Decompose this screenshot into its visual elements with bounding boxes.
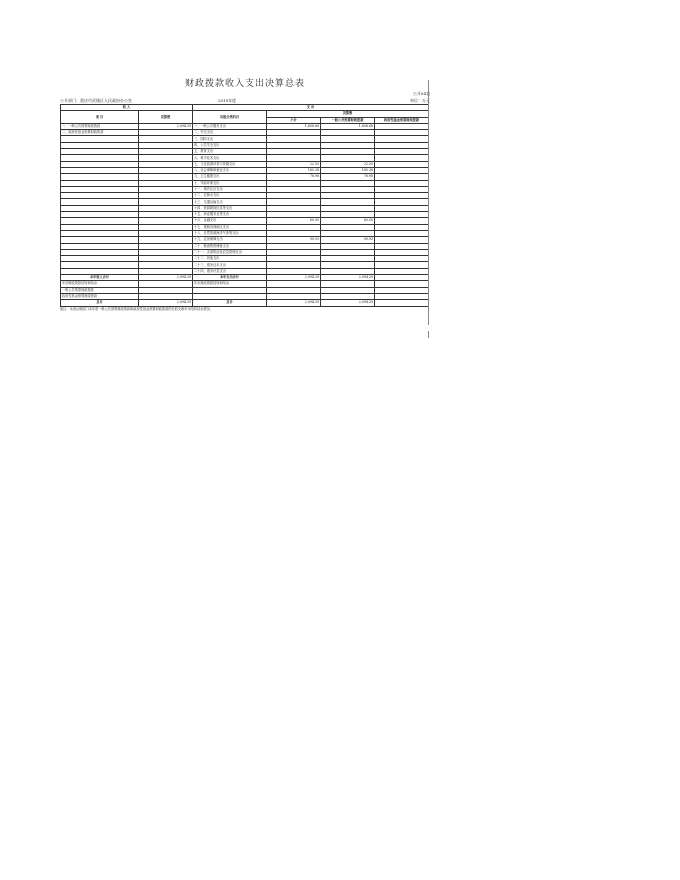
general-cell: 22.50 — [321, 161, 375, 167]
expense-item-cell: 一、一般公共服务支出 — [193, 123, 267, 129]
expense-item-cell: 十五、商业服务业等支出 — [193, 212, 267, 218]
general-cell: 1,608.68 — [321, 123, 375, 129]
expense-item-cell: 四、公共安全支出 — [193, 142, 267, 148]
grand-general: 2,094.39 — [321, 300, 375, 306]
grand-subtotal: 2,094.39 — [267, 300, 321, 306]
column-guide-line — [428, 80, 429, 325]
grand-income-label: 总计 — [61, 300, 139, 306]
fund-header: 政府性基金预算财政拨款 — [375, 117, 429, 123]
expense-item-cell: 二十三、债务还本支出 — [193, 262, 267, 268]
grand-income-value: 2,094.39 — [139, 300, 193, 306]
expense-item-cell: 十二、农林水支出 — [193, 193, 267, 199]
subtotal-cell: 185.38 — [267, 167, 321, 173]
general-cell: 78.98 — [321, 174, 375, 180]
expense-item-cell: 十七、援助其他地区支出 — [193, 224, 267, 230]
expense-item-cell: 二十、粮油物资储备支出 — [193, 243, 267, 249]
expense-item-cell: 十六、金融支出 — [193, 218, 267, 224]
currency-unit: 单位：万元 — [410, 98, 430, 103]
expense-item-cell: 十八、自然资源海洋气象等支出 — [193, 230, 267, 236]
expense-item-cell: 九、卫生健康支出 — [193, 174, 267, 180]
form-number: 公开04表 — [412, 91, 430, 96]
expense-item-cell: 五、教育支出 — [193, 149, 267, 155]
carry-income-label: 政府性基金预算财政拨款 — [61, 293, 139, 299]
general-cell: 185.38 — [321, 167, 375, 173]
expense-item-cell: 八、社会保障和就业支出 — [193, 167, 267, 173]
subtotal-cell: 78.98 — [267, 174, 321, 180]
report-title: 财政拨款收入支出决算总表 — [184, 79, 305, 89]
expense-item-cell: 六、科学技术支出 — [193, 155, 267, 161]
carry-expense-label: 年末财政拨款结转和结余 — [193, 281, 267, 287]
expense-item-cell: 十九、住房保障支出 — [193, 237, 267, 243]
carry-income-label: 年初财政拨款结转和结余 — [61, 281, 139, 287]
expense-item-cell: 七、文化旅游体育与传媒支出 — [193, 161, 267, 167]
expense-item-cell: 二、外交支出 — [193, 130, 267, 136]
expense-item-cell: 二十一、灾害防治及应急管理支出 — [193, 249, 267, 255]
income-item-cell: 一、一般公共预算财政拨款 — [61, 123, 139, 129]
expense-item-cell: 二十四、债务付息支出 — [193, 268, 267, 274]
carry-income-label: 一般公共预算财政拨款 — [61, 287, 139, 293]
expense-header: 支 出 — [193, 105, 429, 111]
item-header: 项 目 — [61, 111, 139, 124]
subtotal-cell: 22.50 — [267, 161, 321, 167]
subtotal-cell: 1,608.68 — [267, 123, 321, 129]
expense-item-cell: 二十二、其他支出 — [193, 256, 267, 262]
expense-item-cell: 十三、交通运输支出 — [193, 199, 267, 205]
report-sheet — [60, 78, 430, 312]
general-header: 一般公共预算财政拨款 — [321, 117, 375, 123]
report-meta — [60, 97, 430, 104]
func-header: 功能分类科目 — [193, 111, 267, 124]
row-guide-tick — [428, 331, 429, 338]
general-cell: 60.00 — [321, 218, 375, 224]
income-total-label: 本年收入合计 — [61, 275, 139, 281]
department-label: 公开部门：重庆市武隆区人民政府办公室 — [60, 98, 132, 103]
income-total-value: 2,094.39 — [139, 275, 193, 281]
general-cell: 90.93 — [321, 237, 375, 243]
final2-header: 决算数 — [267, 111, 429, 117]
subtotal-cell: 90.93 — [267, 237, 321, 243]
expense-item-cell: 十四、资源勘探信息等支出 — [193, 205, 267, 211]
final-header: 决算数 — [139, 111, 193, 124]
subtotal-cell: 60.00 — [267, 218, 321, 224]
subtotal-total: 2,094.39 — [267, 275, 321, 281]
expense-item-cell: 三、国防支出 — [193, 136, 267, 142]
expense-item-cell: 十一、城乡社区支出 — [193, 186, 267, 192]
grand-total-row — [61, 300, 429, 306]
footnote: 备注：本表反映部门本年度一般公共预算财政拨款和政府性基金预算财政拨款的总收支和年末结转结余情况。 — [60, 306, 213, 311]
expense-item-cell: 十、节能环保支出 — [193, 180, 267, 186]
fiscal-year: 2019年度 — [218, 98, 237, 103]
income-header: 收 入 — [61, 105, 193, 111]
budget-table — [60, 104, 429, 307]
subtotal-header: 小计 — [267, 117, 321, 123]
grand-expense-label: 总计 — [193, 300, 267, 306]
income-item-cell: 二、政府性基金预算财政拨款 — [61, 130, 139, 136]
general-total: 2,094.39 — [321, 275, 375, 281]
income-value-cell: 2,094.39 — [139, 123, 193, 129]
expense-total-label: 本年支出合计 — [193, 275, 267, 281]
grand-fund — [375, 300, 429, 306]
